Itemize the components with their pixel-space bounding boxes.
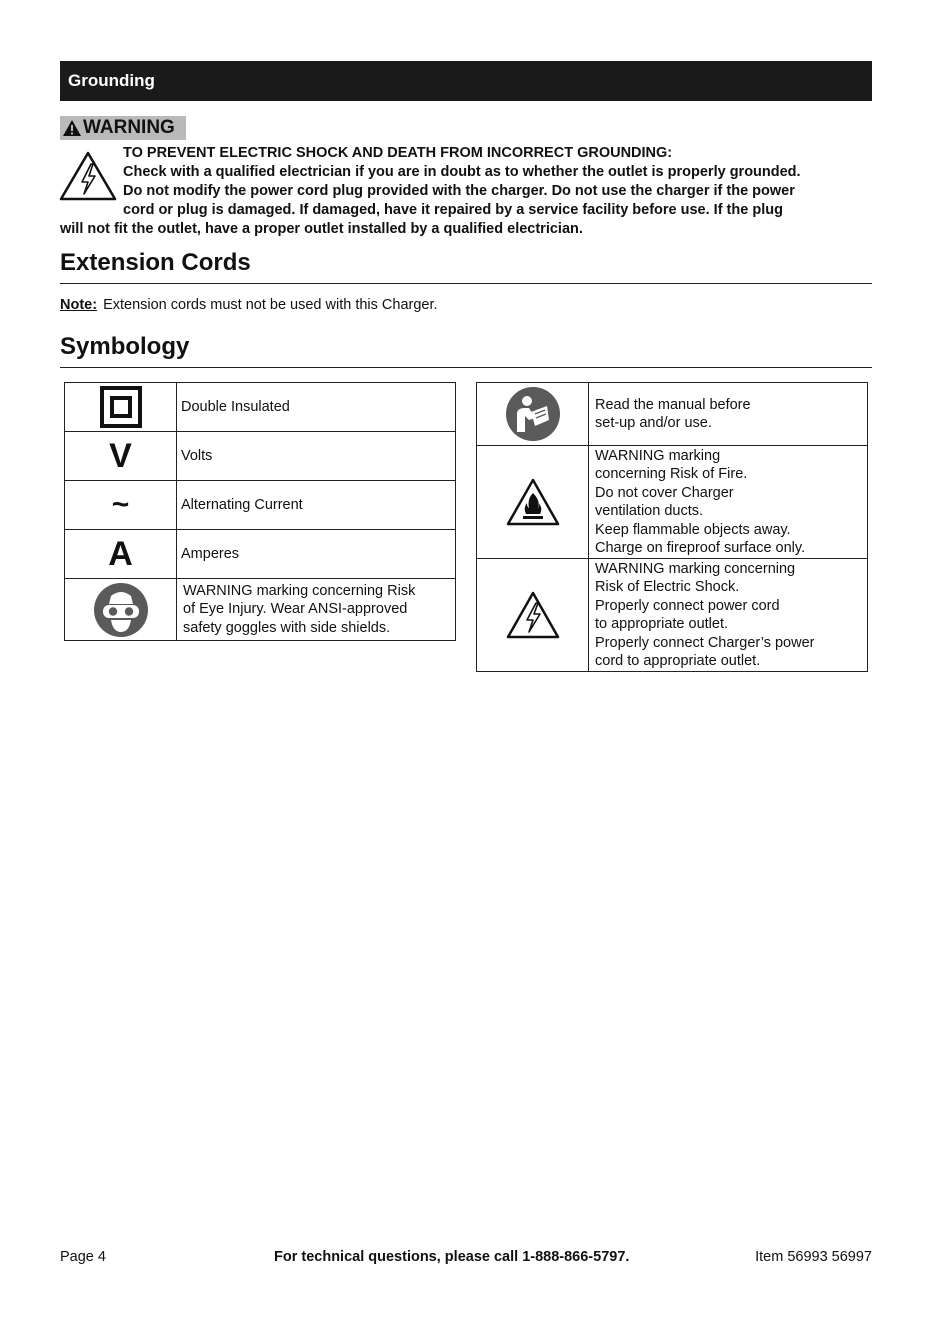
description-line: of Eye Injury. Wear ANSI-approved: [183, 601, 408, 618]
item-number: Item 56993 56997: [755, 1249, 872, 1265]
extension-cords-rule: [60, 283, 872, 284]
symbol-description: [589, 383, 868, 446]
warning-triangle-icon: [62, 119, 82, 137]
symbol-description: [589, 446, 868, 559]
description-line: WARNING marking: [595, 447, 721, 464]
warning-line-4: cord or plug is damaged. If damaged, have it repaired by a service facility before use. If the plug: [123, 202, 783, 218]
page-number: Page 4: [60, 1249, 106, 1265]
extension-cords-heading: Extension Cords: [60, 249, 251, 276]
double-insulated-icon: [100, 386, 142, 428]
amperes-icon: A: [108, 535, 133, 573]
description-line: Read the manual before: [595, 396, 751, 413]
warning-badge: [60, 116, 186, 140]
symbol-icon-cell: [477, 446, 589, 559]
description-line: Properly connect power cord: [595, 597, 780, 614]
symbol-icon-cell: [65, 432, 177, 481]
description-line: Risk of Electric Shock.: [595, 579, 740, 595]
symbol-description: [589, 559, 868, 672]
symbol-row: [477, 383, 868, 446]
symbology-table-left: [64, 382, 456, 641]
symbol-icon-cell: [477, 559, 589, 672]
extension-note: [60, 296, 438, 314]
symbol-row: [65, 432, 456, 481]
note-text: Extension cords must not be used with this Charger.: [103, 297, 438, 313]
symbol-icon-cell: [65, 383, 177, 432]
description-line: Charge on fireproof surface only.: [595, 540, 806, 556]
description-line: cord to appropriate outlet.: [595, 653, 761, 669]
warning-line-1: TO PREVENT ELECTRIC SHOCK AND DEATH FROM INCORRECT GROUNDING:: [123, 145, 673, 161]
symbol-icon-cell: [477, 383, 589, 446]
safety-goggles-icon: [93, 582, 149, 638]
symbology-heading: Symbology: [60, 333, 190, 360]
symbol-row: [477, 446, 868, 559]
symbology-table-right: [476, 382, 868, 672]
description-line: safety goggles with side shields.: [183, 619, 391, 636]
symbol-row: [65, 481, 456, 530]
alternating-current-icon: ~: [111, 488, 130, 521]
description-line: WARNING marking concerning: [595, 560, 796, 577]
tech-support-line: For technical questions, please call 1-888-866-5797.: [274, 1249, 630, 1265]
symbol-description: Amperes: [177, 530, 456, 579]
description-line: Do not cover Charger: [595, 484, 734, 501]
warning-line-5: will not fit the outlet, have a proper outlet installed by a qualified electrician.: [60, 221, 583, 237]
symbol-row: [65, 530, 456, 579]
description-line: WARNING marking concerning Risk: [183, 582, 416, 599]
description-line: concerning Risk of Fire.: [595, 466, 748, 482]
symbol-description: Double Insulated: [177, 383, 456, 432]
description-line: Properly connect Charger’s power: [595, 634, 815, 651]
fire-hazard-icon: [505, 477, 561, 527]
symbol-icon-cell: [65, 530, 177, 579]
symbol-icon-cell: [65, 579, 177, 641]
symbol-row: [477, 559, 868, 672]
description-line: to appropriate outlet.: [595, 616, 729, 632]
grounding-warning-text: [60, 144, 860, 239]
symbol-description: [177, 579, 456, 641]
description-line: Keep flammable objects away.: [595, 521, 791, 538]
symbol-icon-cell: [65, 481, 177, 530]
note-label: Note:: [60, 297, 98, 313]
warning-badge-label: WARNING: [83, 117, 175, 138]
description-line: ventilation ducts.: [595, 503, 704, 519]
symbology-rule: [60, 367, 872, 368]
symbol-row: [65, 383, 456, 432]
electric-shock-icon: [505, 590, 561, 640]
warning-line-3: Do not modify the power cord plug provided with the charger. Do not use the charger if the power: [123, 183, 795, 199]
symbol-description: Alternating Current: [177, 481, 456, 530]
volts-icon: V: [109, 437, 132, 475]
symbol-description: Volts: [177, 432, 456, 481]
grounding-section-header: Grounding: [60, 61, 872, 101]
warning-line-2: Check with a qualified electrician if you are in doubt as to whether the outlet is properly grounded.: [123, 164, 801, 180]
symbol-row: [65, 579, 456, 641]
read-manual-icon: [505, 386, 561, 442]
description-line: set-up and/or use.: [595, 415, 712, 431]
